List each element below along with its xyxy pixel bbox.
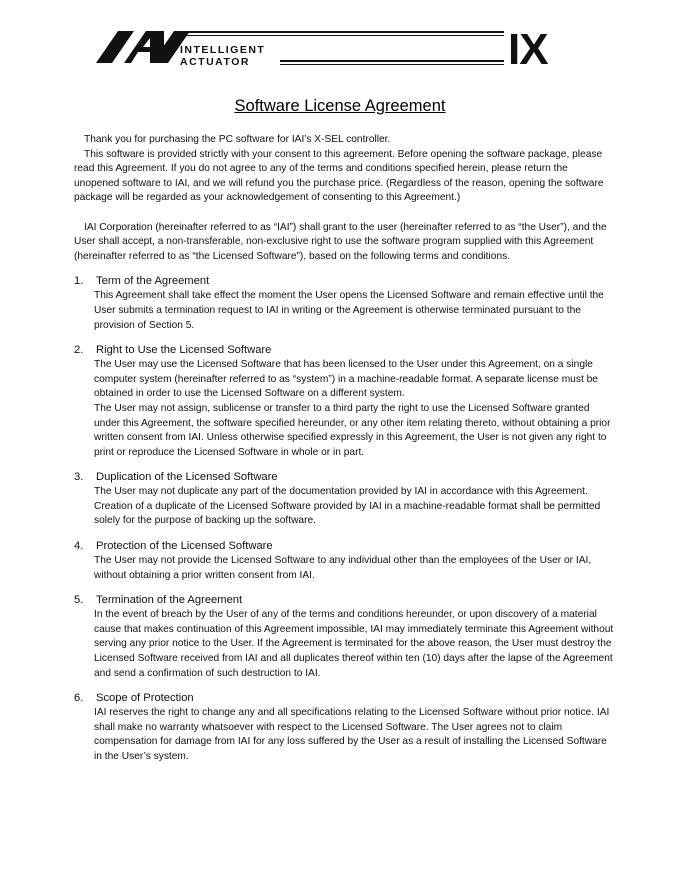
iai-logo-icon xyxy=(0,0,680,80)
section-heading xyxy=(74,593,614,608)
section-paragraph: The User may not duplicate any part of the documentation provided by IAI in accordance with this Agreement. Creation of a duplicate of the Licensed Software provided by IAI in a machine-readable format shall be permitted solely for the purpose of backing up the software. xyxy=(94,486,601,527)
section-number: 6. xyxy=(74,692,84,705)
section-title: Termination of the Agreement xyxy=(96,594,243,607)
section-paragraph: In the event of breach by the User of any of the terms and conditions hereunder, or upon discovery of a material cause that makes continuation of this Agreement impossible, IAI may immediately terminate this Agreement without serving any prior notice to the User. If the Agreement is terminated for the above reason, the User must destroy the Licensed Software received from IAI and all duplicates thereof within ten (10) days after the lapse of the Agreement and send a confirmation of such destruction to IAI. xyxy=(94,609,614,679)
section-heading xyxy=(74,343,614,358)
intro-paragraph: IAI Corporation (hereinafter referred to as “IAI”) shall grant to the user (hereinafter referred to as “the User”), and the User shall accept, a non-transferable, non-exclusive right to use the software program supplied with this Agreement (hereinafter referred to as “the Licensed Software”), based on the following terms and conditions. xyxy=(74,221,607,262)
header-logo xyxy=(0,0,680,80)
section-number: 4. xyxy=(74,540,84,553)
section-paragraph: The User may not assign, sublicense or transfer to a third party the right to use the Licensed Software granted under this Agreement, the software specified hereunder, or any other item relating thereto, without obtaining a prior written consent from IAI. Unless otherwise specified expressly in this Agreement, the User is not given any right to print or reproduce the Licensed Software in whole or in part. xyxy=(94,402,611,458)
section-heading xyxy=(74,470,614,485)
section-paragraph: The User may not provide the Licensed Software to any individual other than the employees of the User or IAI, without obtaining a prior written consent from IAI. xyxy=(94,555,592,581)
page-title: Software License Agreement xyxy=(234,97,446,115)
section-number: 1. xyxy=(74,275,84,288)
section-number: 3. xyxy=(74,471,84,484)
brand-line1: INTELLIGENT xyxy=(180,44,266,56)
section-title: Term of the Agreement xyxy=(96,275,210,288)
section-heading xyxy=(74,274,614,289)
section-title: Protection of the Licensed Software xyxy=(96,540,273,553)
section-heading xyxy=(74,691,614,706)
section-number: 5. xyxy=(74,594,84,607)
brand-line2: ACTUATOR xyxy=(180,56,250,68)
section-paragraph: This Agreement shall take effect the moment the User opens the Licensed Software and remain effective until the User submits a termination request to IAI in writing or the Agreement is otherwise terminated pursuant to the provision of Section 5. xyxy=(94,290,604,331)
intro-paragraph: Thank you for purchasing the PC software for IAI’s X-SEL controller. xyxy=(84,134,391,145)
agreement-body xyxy=(74,133,614,765)
section-title: Duplication of the Licensed Software xyxy=(96,471,278,484)
section-title: Right to Use the Licensed Software xyxy=(96,344,272,357)
section-number: 2. xyxy=(74,344,84,357)
product-mark: IX xyxy=(508,25,548,74)
section-paragraph: The User may use the Licensed Software that has been licensed to the User under this Agreement, on a single computer system (hereinafter referred to as “system”) in a machine-readable format. A separate license must be obtained in order to use the Licensed Software on a different system. xyxy=(94,359,598,400)
intro-paragraph: This software is provided strictly with your consent to this agreement. Before opening the software package, please read this Agreement. If you do not agree to any of the terms and conditions specified herein, please return the unopened software to IAI, and we will refund you the purchase price. (Regardless of the reason, opening the software package will be regarded as your acknowledgement of consenting to this Agreement.) xyxy=(74,148,604,204)
section-heading xyxy=(74,539,614,554)
section-paragraph: IAI reserves the right to change any and all specifications relating to the Licensed Software without prior notice. IAI shall make no warranty whatsoever with respect to the Licensed Software. The User agrees not to claim compensation for damage from IAI for any loss suffered by the User as a result of installing the Licensed Software in the User’s system. xyxy=(94,707,610,762)
section-title: Scope of Protection xyxy=(96,692,194,705)
